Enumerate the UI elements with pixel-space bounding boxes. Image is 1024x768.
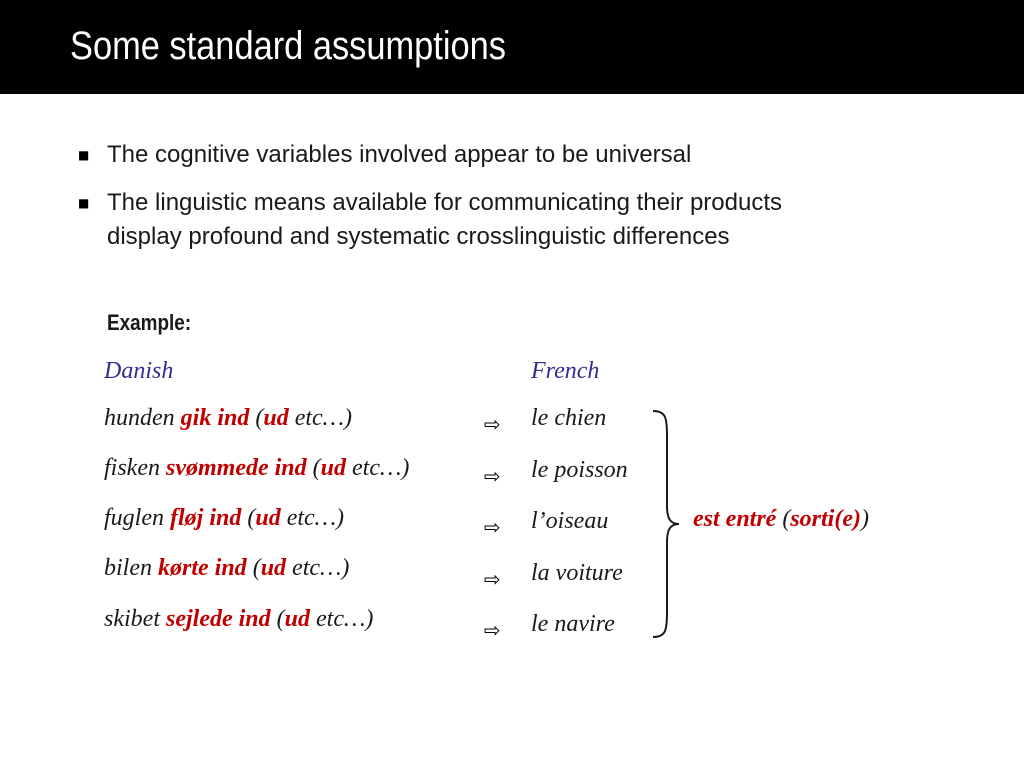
right-curly-brace-icon	[650, 408, 682, 640]
danish-row-1: hunden gik ind (ud etc…)	[104, 405, 353, 431]
bullet-text-2: The linguistic means available for communicating their products display profound and systematic crosslinguistic differences	[107, 189, 782, 250]
danish-row-3: fuglen fløj ind (ud etc…)	[104, 505, 345, 531]
result-close-paren: )	[860, 506, 869, 532]
bullet-square-icon: ■	[78, 196, 90, 210]
right-arrow-icon: ⇨	[484, 464, 501, 488]
danish-verb: sejlede ind	[165, 606, 271, 632]
danish-subject: hunden	[104, 405, 175, 431]
danish-particle: ud	[260, 555, 287, 581]
danish-subject: skibet	[104, 606, 160, 632]
danish-etc: etc…)	[294, 405, 353, 431]
slide-title: Some standard assumptions	[70, 24, 506, 68]
danish-verb: kørte ind	[158, 555, 247, 581]
danish-particle: ud	[284, 606, 310, 632]
french-row-4: la voiture	[531, 560, 623, 586]
french-row-5: le navire	[531, 611, 615, 637]
title-bar	[0, 0, 1024, 94]
french-row-1: le chien	[531, 405, 607, 431]
danish-verb: fløj ind	[170, 505, 242, 531]
danish-particle: ud	[255, 505, 281, 531]
danish-particle: ud	[263, 405, 289, 431]
danish-row-2: fisken svømmede ind (ud etc…)	[104, 455, 410, 481]
right-arrow-icon: ⇨	[484, 412, 501, 436]
danish-column-heading: Danish	[104, 358, 174, 384]
danish-etc: etc…)	[286, 505, 345, 531]
french-column-heading: French	[531, 358, 600, 384]
right-arrow-icon: ⇨	[484, 515, 501, 539]
danish-particle: ud	[320, 455, 346, 481]
french-row-3: l’oiseau	[531, 508, 609, 534]
french-result-phrase	[693, 506, 869, 533]
bullet-square-icon: ■	[78, 148, 90, 162]
danish-subject: fuglen	[104, 505, 164, 531]
result-alternative: sorti(e)	[790, 506, 861, 532]
danish-etc: etc…)	[352, 455, 410, 481]
example-label: Example:	[107, 310, 192, 335]
danish-row-5: skibet sejlede ind (ud etc…)	[104, 606, 374, 632]
right-arrow-icon: ⇨	[484, 567, 501, 591]
danish-etc: etc…)	[292, 555, 350, 581]
right-arrow-icon: ⇨	[484, 618, 501, 642]
result-open-paren: (	[782, 506, 791, 532]
french-row-2: le poisson	[531, 457, 628, 483]
bullet-text-1: The cognitive variables involved appear to be universal	[107, 141, 692, 168]
danish-verb: svømmede ind	[165, 455, 307, 481]
danish-etc: etc…)	[316, 606, 374, 632]
danish-row-4: bilen kørte ind (ud etc…)	[104, 555, 350, 581]
danish-subject: fisken	[104, 455, 160, 481]
result-main: est entré	[693, 506, 777, 532]
danish-verb: gik ind	[180, 405, 250, 431]
danish-subject: bilen	[104, 555, 152, 581]
